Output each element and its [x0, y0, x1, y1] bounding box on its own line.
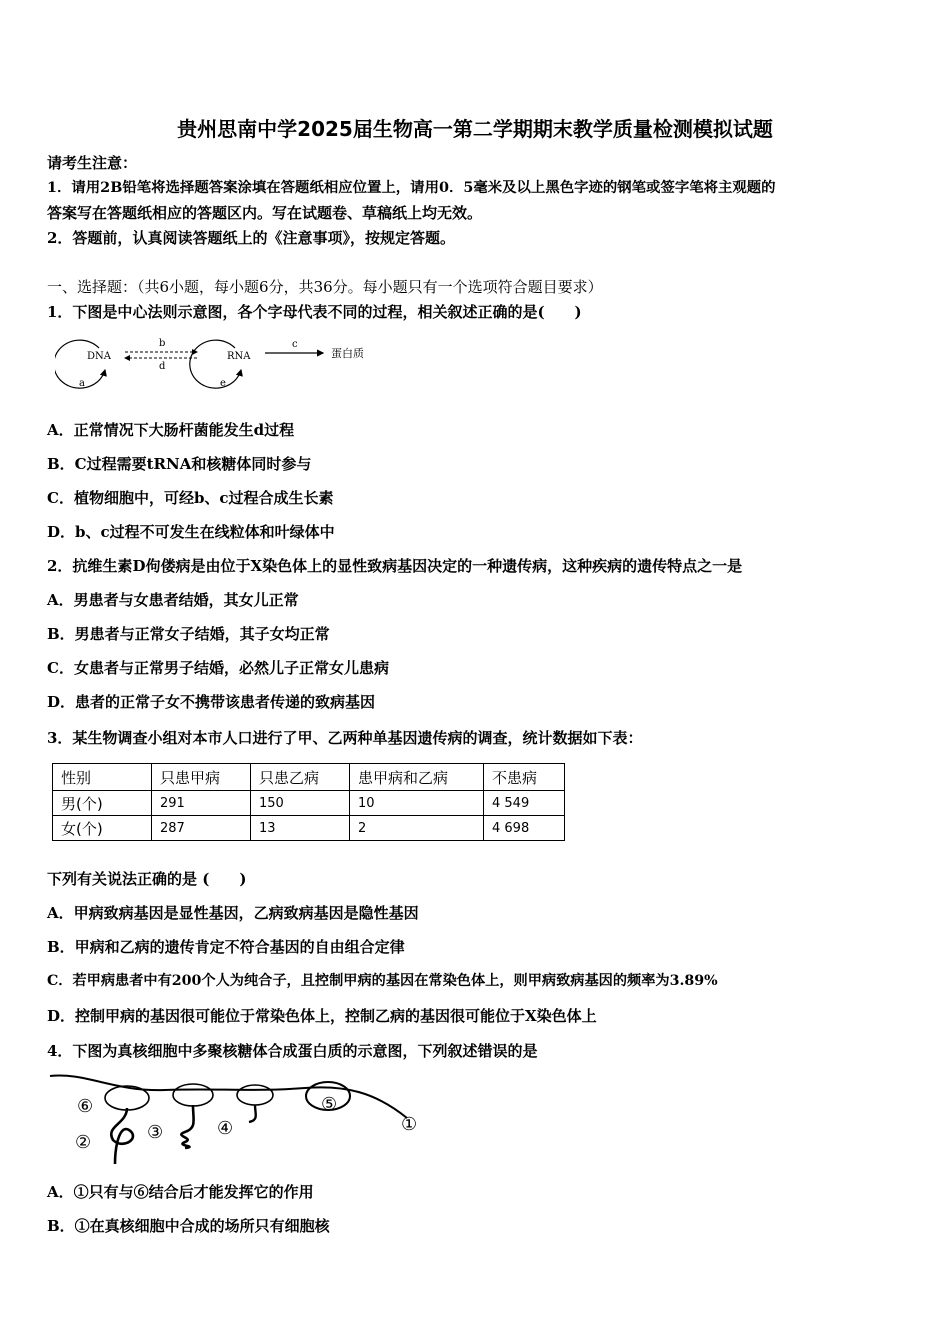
- table-cell: 13: [251, 816, 350, 841]
- process-c-label: c: [292, 339, 298, 350]
- q2-option-a: A．男患者与女患者结婚，其女儿正常: [47, 591, 299, 609]
- label-1: ①: [401, 1114, 418, 1135]
- notice-line-2: 答案写在答题纸相应的答题区内。写在试题卷、草稿纸上均无效。: [47, 204, 483, 222]
- notice-line-3: 2．答题前，认真阅读答题纸上的《注意事项》，按规定答题。: [47, 229, 455, 247]
- q2-option-d: D．患者的正常子女不携带该患者传递的致病基因: [47, 693, 376, 711]
- survey-table: [52, 763, 565, 841]
- q1-option-a: A．正常情况下大肠杆菌能发生d过程: [47, 421, 295, 439]
- table-cell: 4 698: [484, 816, 565, 841]
- q3-option-a: A．甲病致病基因是显性基因，乙病致病基因是隐性基因: [47, 904, 419, 922]
- ribosome-1: [105, 1086, 149, 1110]
- table-cell: 男(个): [53, 791, 152, 816]
- central-dogma-diagram: [55, 328, 385, 392]
- table-header-cell: 不患病: [484, 764, 565, 791]
- table-cell: 4 549: [484, 791, 565, 816]
- polypeptide-2: [181, 1105, 193, 1148]
- q2-option-c: C．女患者与正常男子结婚，必然儿子正常女儿患病: [47, 659, 389, 677]
- section-heading: 一、选择题：（共6小题，每小题6分，共36分。每小题只有一个选项符合题目要求）: [47, 278, 603, 296]
- table-cell: 10: [350, 791, 484, 816]
- label-6: ⑥: [77, 1096, 94, 1117]
- table-row: [53, 816, 565, 841]
- q1-option-c: C．植物细胞中，可经b、c过程合成生长素: [47, 489, 334, 507]
- q1-stem: 1．下图是中心法则示意图，各个字母代表不同的过程，相关叙述正确的是( ): [47, 303, 582, 321]
- label-2: ②: [75, 1132, 92, 1153]
- process-d-label: d: [159, 361, 166, 372]
- table-header-cell: 只患甲病: [152, 764, 251, 791]
- rna-label: RNA: [227, 351, 251, 362]
- mrna-strand: [50, 1075, 407, 1118]
- notice-line-1: 1．请用2B铅笔将选择题答案涂填在答题纸相应位置上，请用0．5毫米及以上黑色字迹的钢笔或签字笔将主观题的: [47, 179, 776, 196]
- table-header-cell: 性别: [53, 764, 152, 791]
- table-header-cell: 患甲病和乙病: [350, 764, 484, 791]
- q3-option-d: D．控制甲病的基因很可能位于常染色体上，控制乙病的基因很可能位于X染色体上: [47, 1007, 597, 1025]
- q2-stem: 2．抗维生素D佝偻病是由位于X染色体上的显性致病基因决定的一种遗传病，这种疾病的遗传特点之一是: [47, 557, 743, 575]
- q4-option-b: B．①在真核细胞中合成的场所只有细胞核: [47, 1217, 330, 1235]
- ribosome-2: [173, 1084, 213, 1106]
- polyribosome-diagram: [45, 1068, 435, 1170]
- table-header-cell: 只患乙病: [251, 764, 350, 791]
- label-5: ⑤: [321, 1094, 338, 1115]
- q3-question: 下列有关说法正确的是 ( ): [47, 870, 247, 888]
- q3-option-c: C．若甲病患者中有200个人为纯合子，且控制甲病的基因在常染色体上，则甲病致病基因的频率为3.89%: [47, 973, 718, 989]
- table-header-row: [53, 764, 565, 791]
- table-cell: 150: [251, 791, 350, 816]
- process-e-label: e: [220, 378, 226, 389]
- table-cell: 291: [152, 791, 251, 816]
- process-a-label: a: [79, 378, 85, 389]
- q2-option-b: B．男患者与正常女子结婚，其子女均正常: [47, 625, 330, 643]
- table-cell: 女(个): [53, 816, 152, 841]
- rna-replication-loop: [190, 340, 241, 388]
- exam-title: 贵州思南中学2025届生物高一第二学期期末教学质量检测模拟试题: [177, 117, 773, 141]
- q4-option-a: A．①只有与⑥结合后才能发挥它的作用: [47, 1183, 314, 1201]
- ribosome-3: [237, 1085, 273, 1105]
- polypeptide-3: [249, 1105, 256, 1122]
- q3-option-b: B．甲病和乙病的遗传肯定不符合基因的自由组合定律: [47, 938, 405, 956]
- protein-label: 蛋白质: [331, 347, 364, 360]
- table-cell: 2: [350, 816, 484, 841]
- label-4: ④: [217, 1118, 234, 1139]
- label-3: ③: [147, 1122, 164, 1143]
- process-b-label: b: [159, 338, 166, 349]
- q1-option-b: B．C过程需要tRNA和核糖体同时参与: [47, 455, 312, 473]
- q4-stem: 4．下图为真核细胞中多聚核糖体合成蛋白质的示意图，下列叙述错误的是: [47, 1042, 538, 1060]
- dna-label: DNA: [87, 351, 111, 362]
- table-row: [53, 791, 565, 816]
- q3-stem: 3．某生物调查小组对本市人口进行了甲、乙两种单基因遗传病的调查，统计数据如下表：: [47, 729, 643, 747]
- q1-option-d: D．b、c过程不可发生在线粒体和叶绿体中: [47, 523, 335, 541]
- table-cell: 287: [152, 816, 251, 841]
- notice-heading: 请考生注意：: [47, 154, 138, 172]
- polypeptide-1: [111, 1108, 133, 1164]
